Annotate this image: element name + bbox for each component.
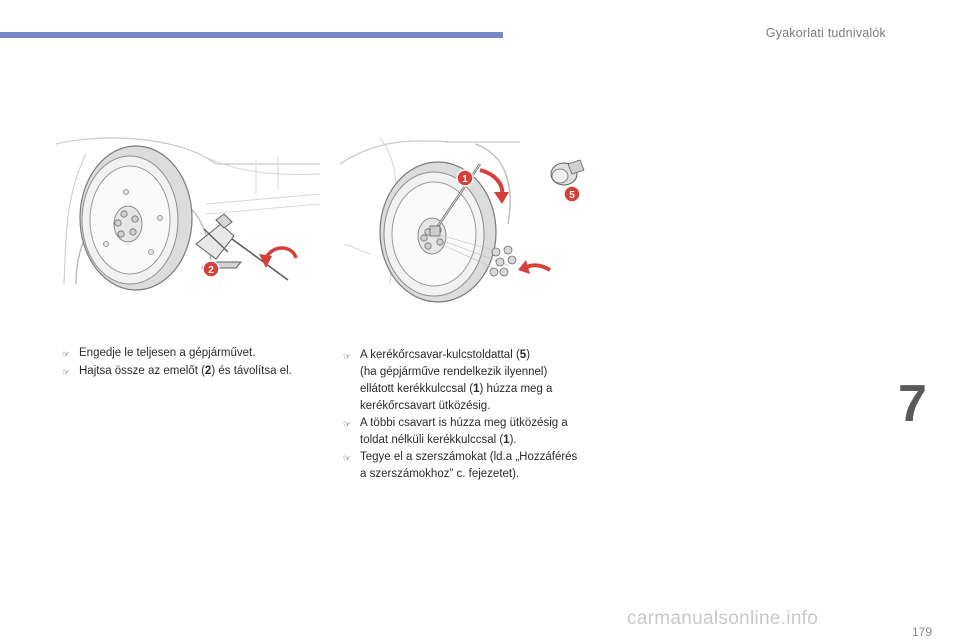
list-item	[62, 345, 332, 363]
instruction-text: Tegye el a szerszámokat (ld.a „Hozzáférés a szerszámokhoz” c. fejezetet).	[360, 451, 578, 480]
instructions-right	[343, 347, 608, 483]
watermark: carmanualsonline.info	[627, 608, 819, 629]
callout-2: 2	[208, 265, 214, 276]
page-number: 179	[912, 625, 933, 639]
instruction-text: A kerékőrcsavar-kulcstoldattal (5) (ha gépjárműve rendelkezik ilyennel) ellátott kerékkulccsal (1) húzza meg a kerékőrcsavart ütközésig.	[360, 349, 553, 412]
pointing-hand-icon: ☞	[343, 453, 352, 463]
list-item	[62, 363, 332, 381]
list-item	[343, 415, 608, 449]
header-accent-bar	[0, 32, 503, 38]
pointing-hand-icon: ☞	[343, 351, 352, 361]
wheel-lock-adapter-illustration	[551, 160, 584, 185]
list-item	[343, 347, 608, 415]
instruction-text: A többi csavart is húzza meg ütközésig a toldat nélküli kerékkulccsal (1).	[360, 417, 568, 446]
instructions-left	[62, 345, 332, 381]
callout-5: 5	[569, 190, 575, 201]
list-item	[343, 449, 608, 483]
pointing-hand-icon: ☞	[343, 419, 352, 429]
callout-1: 1	[462, 174, 468, 185]
pointing-hand-icon: ☞	[62, 349, 71, 359]
wheel-illustration	[80, 146, 192, 290]
chapter-number: 7	[898, 375, 927, 433]
figure-lower-jack	[56, 134, 320, 304]
instruction-text: Hajtsa össze az emelőt (2) és távolítsa el.	[79, 365, 292, 377]
figure-tighten-bolts	[340, 134, 596, 304]
pointing-hand-icon: ☞	[62, 367, 71, 377]
section-title: Gyakorlati tudnivalók	[765, 26, 886, 40]
instruction-text: Engedje le teljesen a gépjárművet.	[79, 347, 256, 359]
